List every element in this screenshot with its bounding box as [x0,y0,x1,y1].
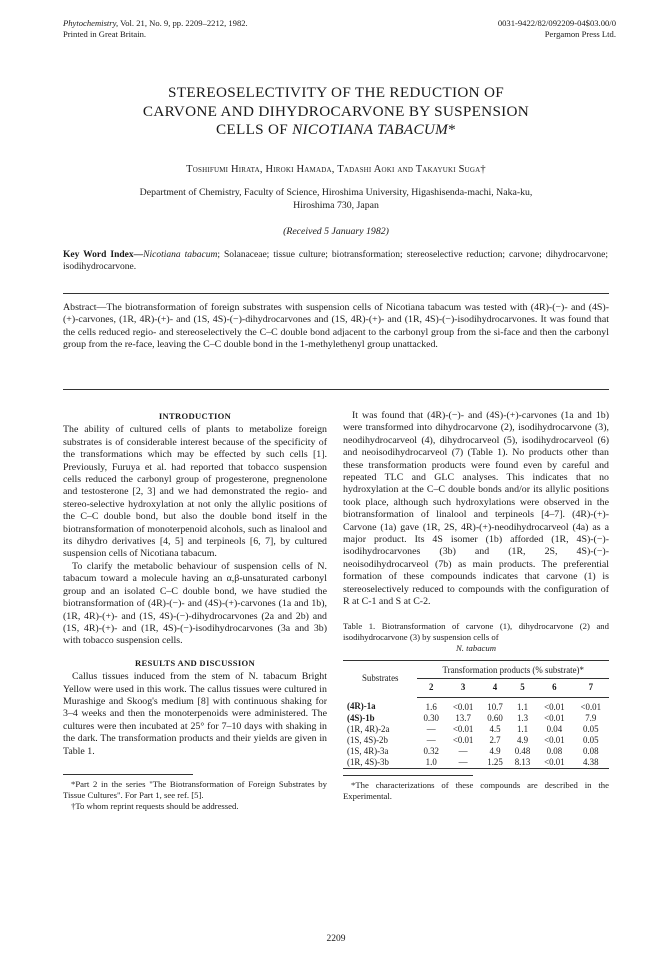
value-cell: 0.30 [423,712,439,723]
substrate-cell: (1S, 4S)-2b [347,734,388,745]
column-header: 2 [417,678,444,697]
introduction-paragraph-1: The ability of cultured cells of plants to metabolize foreign substrates is of considerable interest because of the specificity of the transformations which may be effected by such cells [1]. Previously, Furuya et al. had reported that tobacco suspension cells reduced the carbonyl group of progesterone, pregnenolone and testosterone [2, 3] and we had demonstrated the regio- and stereo-selective hydroxylation at not only the allylic positions of the C–C double bond, but also the double bond itself in the biotransformation of monoterpenoid alcohols, such as linalool and its dihydro derivatives [4, 5] and terpineols [6, 7], by cultured suspension cells of Nicotiana tabacum. [63,424,327,560]
abstract [63,302,609,351]
title-footnote-mark: * [448,121,457,138]
value-cell: 1.25 [481,757,508,769]
abstract-bottom-rule [63,389,609,390]
value-cell: 4.38 [573,757,609,769]
authors: Toshifumi Hirata, Hiroki Hamada, Tadashi Aoki and Takayuki Suga† [186,164,486,175]
table-body [343,697,609,768]
value-cell: 10.7 [487,701,503,712]
results-paragraph-1: Callus tissues induced from the stem of N. tabacum Bright Yellow were used in this work. The callus tissues were cultured in Murashige and Skoog's medium [8] with continuous shaking for 3–4 weeks and then the monoterpenoids were administered. The cultures were then incubated at 25° for 7–10 days with shaking in the dark. The transformation products and their yields are given in Table 1. [63,671,327,757]
article-code: 0031-9422/82/092209-04$03.00/0 [497,18,616,28]
value-cell: <0.01 [452,723,474,734]
value-cell: 0.05 [583,723,599,734]
keyword-label: Key Word Index— [63,250,144,260]
substrate-cell: (1R, 4R)-2a [347,723,390,734]
page-number: 2209 [326,934,346,944]
table-row [343,757,609,769]
column-header: 6 [536,678,572,697]
abstract-top-rule [63,293,609,294]
table-row [343,746,609,757]
value-cell: <0.01 [452,734,474,745]
substrate-cell: (4S)-1b [347,712,375,723]
value-cell: 8.13 [509,757,536,769]
table-1 [343,660,609,769]
table-footnote-rule [343,775,473,776]
value-cell: — [426,723,436,734]
keyword-index [63,249,608,274]
abstract-text: —The biotransformation of foreign substrates with suspension cells of Nicotiana tabacum was tested with (4R)-(−)- and (4S)-(+)-carvones, (1R, 4R)-(+)- and (1S, 4S)-(−)-dihydrocarvones and (1S, 4R)-(+)- and (1R, 4S)-(−)-isodihydrocarvones. It was found that the cells reduced regio- and stereoselectively the C–C double bond adjacent to the carbonyl group from the si-face and then the carbonyl group from the re-face, leaving the C–C double bond in the 1-methylethenyl group unattacked. [63,302,609,350]
footnote-reprint: †To whom reprint requests should be addressed. [71,800,239,811]
value-cell: <0.01 [544,701,565,712]
running-header-left [63,18,248,40]
printed-note: Printed in Great Britain. [63,29,147,39]
introduction-heading: INTRODUCTION [158,411,232,421]
table-row [343,735,609,746]
table-footnote: *The characterizations of these compounds are described in the Experimental. [343,779,609,801]
value-cell: <0.01 [580,701,602,712]
title-line-2: CARVONE AND DIHYDROCARVONE BY SUSPENSION [142,102,530,120]
substrate-cell: (1R, 4S)-3b [343,757,417,769]
products-header: Transformation products (% substrate)* [417,660,609,678]
value-cell: — [445,757,481,769]
table-caption [343,621,609,654]
value-cell: 1.0 [417,757,444,769]
keyword-text: ; Solanaceae; tissue culture; biotransformation; stereoselective reduction; carvone; dihydrocarvone; isodihydrocarvone. [63,250,608,273]
title-species: NICOTIANA TABACUM [292,121,449,138]
footnote-rule [63,774,193,775]
value-cell: 0.08 [546,745,563,756]
column-header: 3 [445,678,481,697]
footnote-series: *Part 2 in the series "The Biotransformation of Foreign Substrates by Tissue Cultures". For Part 1, see ref. [5]. [63,778,327,800]
affiliation-line-1: Department of Chemistry, Faculty of Science, Hiroshima University, Higashisenda-machi, Naka-ku, [139,187,533,198]
value-cell: 1.1 [516,723,529,734]
value-cell: 13.7 [455,712,471,723]
value-cell: 4.9 [516,734,529,745]
value-cell: 1.6 [425,701,437,712]
title-line-3 [60,121,612,140]
introduction-paragraph-2: To clarify the metabolic behaviour of suspension cells of N. tabacum toward a molecule having an α,β-unsaturated carbonyl group and an isolated C–C double bond, we have studied the biotransformation of (4R)-(−)- and (4S)-(+)-carvones (1a and 1b), (1R, 4R)-(+)- and (1S, 4S)-(−)-dihydrocarvones (2a and 2b) and (1S, 4R)-(+)- and (1R, 4S)-(−)-isodihydrocarvones (3a and 3b) with tobacco suspension cells. [63,560,327,647]
left-column [63,410,327,812]
value-cell: 0.48 [514,745,531,756]
value-cell: 0.04 [546,723,563,734]
table-row [343,724,609,735]
column-header: 5 [509,678,536,697]
article-title [60,84,612,140]
value-cell: 0.32 [423,745,439,756]
table-row [343,697,609,713]
value-cell: — [426,734,436,745]
affiliation [60,187,612,212]
value-cell: <0.01 [544,734,565,745]
value-cell: 1.1 [516,701,529,712]
column-header: 4 [481,678,508,697]
value-cell: 0.08 [583,745,599,756]
publisher: Pergamon Press Ltd. [544,29,616,39]
title-line-1: STEREOSELECTIVITY OF THE REDUCTION OF [168,84,504,101]
affiliation-line-2: Hiroshima 730, Japan [293,199,379,211]
table-caption-text: Table 1. Biotransformation of carvone (1), dihydrocarvone (2) and isodihydrocarvone (3) by suspension cells of [343,620,609,642]
title-line-3-text: CELLS OF [215,121,293,138]
results-heading: RESULTS AND DISCUSSION [135,657,255,668]
value-cell: 4.5 [489,723,501,734]
substrate-cell: (1S, 4R)-3a [347,745,389,756]
results-paragraph-2: It was found that (4R)-(−)- and (4S)-(+)-carvones (1a and 1b) were transformed into dihydrocarvone (2), isodihydrocarvone (3), neodihydrocarveol (4), dihydrocarveol (5), isodihydrocarveol (6) and neoisodihydrocarveol (7) (Table 1). No products other than these transformation products were found even by careful and repeated TLC and GLC analyses. This indicates that no hydroxylation at the C–C double bonds and/or its allylic positions took place, although such hydroxylations were observed in the biotransformation of linalool and terpineols [4–7]. (4R)-(+)-Carvone (1a) gave (1R, 2S, 4R)-(+)-neodihydrocarveol (4a) as a major product. Its 4S isomer (1b) afforded (1R, 4S)-(−)-isodihydrocarvones (3b) and (1R, 2S, 4S)-(−)-neoisodihydrocarveol (7b) as main products. The preferential formation of these compounds indicates that carvone (1) is stereoselectively reduced to compounds with the configuration of R at C-1 and S at C-2. [343,410,609,608]
table-caption-species: N. tabacum [455,642,497,653]
right-column [343,410,609,802]
value-cell: 2.7 [489,734,501,745]
value-cell: 4.9 [489,745,501,756]
journal-name: Phytochemistry, [63,18,119,28]
value-cell: <0.01 [536,757,572,769]
received-date: (Received 5 January 1982) [283,226,389,237]
column-header: 7 [573,678,609,697]
abstract-label: Abstract [63,302,97,313]
journal-citation: Vol. 21, No. 9, pp. 2209–2212, 1982. [120,18,248,28]
value-cell: — [458,745,468,756]
value-cell: <0.01 [544,712,565,723]
running-header-right [498,18,616,40]
keyword-species: Nicotiana tabacum [143,250,218,260]
value-cell: 0.05 [583,734,599,745]
value-cell: <0.01 [452,701,474,712]
value-cell: 7.9 [585,712,597,723]
value-cell: 1.3 [516,712,529,723]
table-row [343,713,609,724]
substrate-cell: (4R)-1a [347,701,376,712]
value-cell: 0.60 [487,712,503,723]
substrates-header: Substrates [343,660,417,697]
